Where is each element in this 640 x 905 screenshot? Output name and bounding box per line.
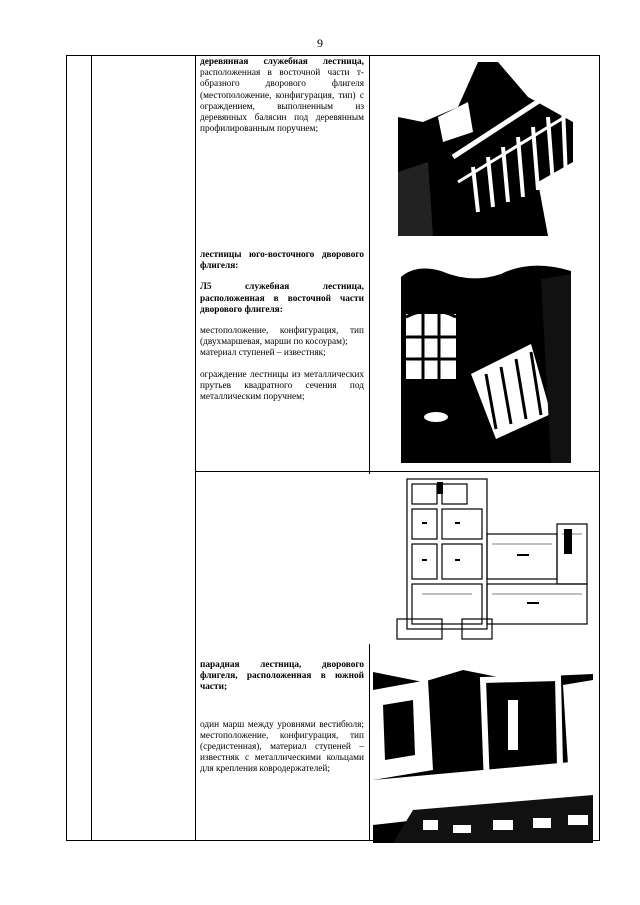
row-4-text [200, 660, 364, 786]
document-table [66, 55, 600, 841]
row-1-heading: деревянная служебная лестница, [200, 57, 364, 67]
column-divider-3 [369, 56, 370, 840]
row-divider [195, 471, 599, 472]
row-2-body [200, 326, 364, 360]
column-divider-1 [91, 56, 92, 840]
row-2-subheading: Л5 служебная лестница, расположенная в восточной части дворового флигеля: [200, 282, 364, 315]
row-4-body: один марш между уровнями вестибюля; местоположение, конфигурация, тип (средистенная), материал ступеней – известняк с металлическими кольцами для крепления ковродержателей; [200, 719, 364, 775]
row-2-body-2: материал ступеней – известняк; [200, 348, 326, 359]
main-staircase-photo [373, 660, 593, 843]
service-staircase-photo [401, 249, 571, 463]
column-divider-2 [195, 56, 196, 840]
page-number: 9 [317, 36, 323, 50]
row-2-text [200, 250, 364, 413]
row-2-body-1: местоположение, конфигурация, тип (двухмаршевая, марши по косоурам); [200, 326, 364, 348]
wooden-staircase-photo [398, 62, 573, 236]
row-1-text [200, 57, 364, 145]
row-1-body: расположенная в восточной части т-образного дворового флигеля (местоположение, конфигурация, тип) с ограждением, выполненным из деревянных балясин под деревянным профилированным поручнем; [200, 68, 364, 135]
row-4-heading: парадная лестница, дворового флигеля, расположенная в южной части; [200, 660, 364, 693]
floor-plan-drawing [367, 474, 597, 644]
row-2-heading: лестницы юго-восточного дворового флигеля: [200, 250, 364, 272]
row-2-body-3: ограждение лестницы из металлических прутьев квадратного сечения под металлическим поручнем; [200, 369, 364, 403]
